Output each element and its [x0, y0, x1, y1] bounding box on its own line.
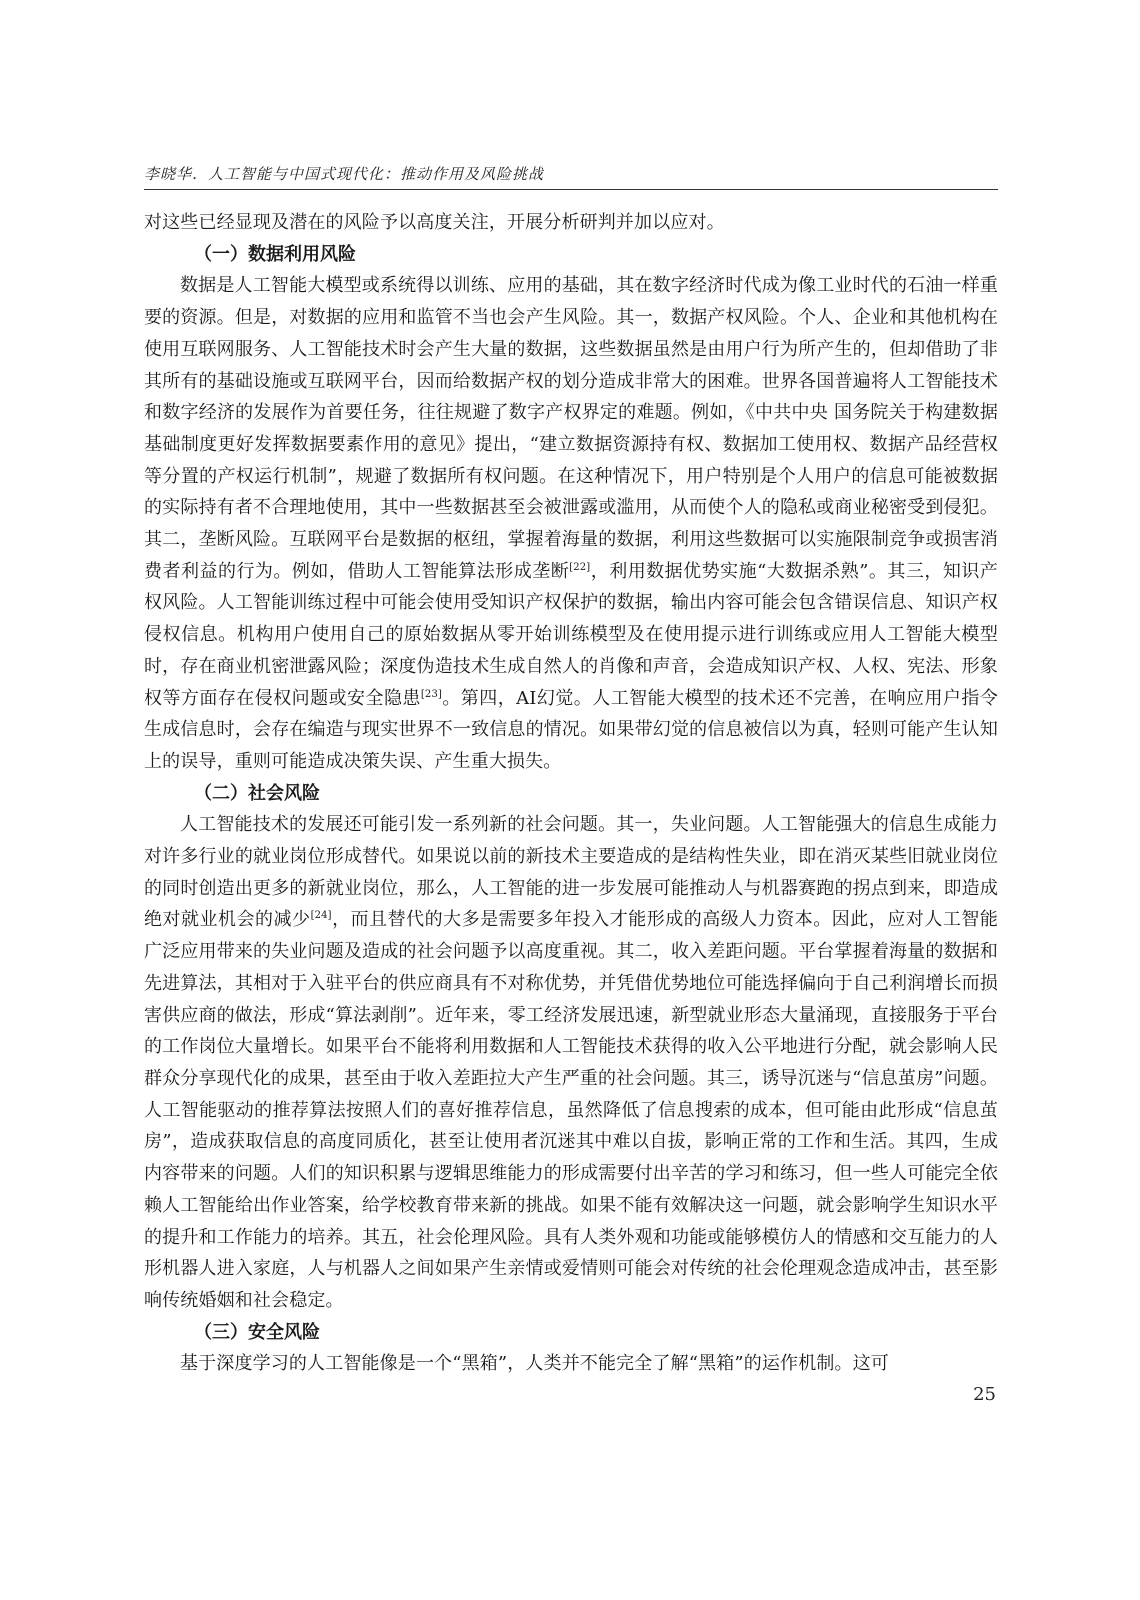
paragraph-social-risk [144, 809, 998, 1316]
citation-ref: [23] [420, 688, 443, 700]
page-number: 25 [973, 1384, 996, 1405]
citation-ref: [22] [569, 561, 591, 573]
paragraph-text: 人工智能技术的发展还可能引发一系列新的社会问题。其一，失业问题。人工智能强大的信息生成能力对许多行业的就业岗位形成替代。如果说以前的新技术主要造成的是结构性失业，即在消灭某些旧就业岗位的同时创造出更多的新就业岗位，那么，人工智能的进一步发展可能推动人与机器赛跑的拐点到来，即造成绝对就业机会的减少 [144, 814, 998, 931]
citation-ref: [24] [310, 910, 332, 922]
header-rule [144, 189, 998, 190]
running-header: 李晓华．人工智能与中国式现代化：推动作用及风险挑战 [144, 165, 545, 183]
paragraph-text: ，而且替代的大多是需要多年投入才能形成的高级人力资本。因此，应对人工智能广泛应用带来的失业问题及造成的社会问题予以高度重视。其二，收入差距问题。平台掌握着海量的数据和先进算法，其相对于入驻平台的供应商具有不对称优势，并凭借优势地位可能选择偏向于自己利润增长而损害供应商的做法，形成“算法剥削”。近年来，零工经济发展迅速，新型就业形态大量涌现，直接服务于平台的工作岗位大量增长。如果平台不能将利用数据和人工智能技术获得的收入公平地进行分配，就会影响人民群众分享现代化的成果，甚至由于收入差距拉大产生严重的社会问题。其三，诱导沉迷与“信息茧房”问题。人工智能驱动的推荐算法按照人们的喜好推荐信息，虽然降低了信息搜索的成本，但可能由此形成“信息茧房”，造成获取信息的高度同质化，甚至让使用者沉迷其中难以自拔，影响正常的工作和生活。其四，生成内容带来的问题。人们的知识积累与逻辑思维能力的形成需要付出辛苦的学习和练习，但一些人可能完全依赖人工智能给出作业答案，给学校教育带来新的挑战。如果不能有效解决这一问题，就会影响学生知识水平的提升和工作能力的培养。其五，社会伦理风险。具有人类外观和功能或能够模仿人的情感和交互能力的人形机器人进入家庭，人与机器人之间如果产生亲情或爱情则可能会对传统的社会伦理观念造成冲击，甚至影响传统婚姻和社会稳定。 [144, 909, 998, 1311]
paragraph-text: ，利用数据优势实施“大数据杀熟”。其三，知识产权风险。人工智能训练过程中可能会使用受知识产权保护的数据，输出内容可能会包含错误信息、知识产权侵权信息。机构用户使用自己的原始数据从零开始训练模型及在使用提示进行训练或应用人工智能大模型时，存在商业机密泄露风险；深度伪造技术生成自然人的肖像和声音，会造成知识产权、人权、宪法、形象权等方面存在侵权问题或安全隐患 [144, 560, 999, 709]
paragraph-text: 数据是人工智能大模型或系统得以训练、应用的基础，其在数字经济时代成为像工业时代的石油一样重要的资源。但是，对数据的应用和监管不当也会产生风险。其一，数据产权风险。个人、企业和其他机构在使用互联网服务、人工智能技术时会产生大量的数据，这些数据虽然是由用户行为所产生的，但却借助了非其所有的基础设施或互联网平台，因而给数据产权的划分造成非常大的困难。世界各国普遍将人工智能技术和数字经济的发展作为首要任务，往往规避了数字产权界定的难题。例如，《中共中央 国务院关于构建数据基础制度更好发挥数据要素作用的意见》提出，“建立数据资源持有权、数据加工使用权、数据产品经营权等分置的产权运行机制”，规避了数据所有权问题。在这种情况下，用户特别是个人用户的信息可能被数据的实际持有者不合理地使用，其中一些数据甚至会被泄露或滥用，从而使个人的隐私或商业秘密受到侵犯。其二，垄断风险。互联网平台是数据的枢纽，掌握着海量的数据，利用这些数据可以实施限制竞争或损害消费者利益的行为。例如，借助人工智能算法形成垄断 [144, 275, 998, 582]
section-heading-security-risk: （三）安全风险 [194, 1321, 320, 1343]
paragraph-data-risk [144, 270, 998, 777]
section-heading-social-risk: （二）社会风险 [194, 782, 320, 804]
section-heading-data-risk: （一）数据利用风险 [194, 243, 356, 265]
paragraph-security-risk: 基于深度学习的人工智能像是一个“黑箱”，人类并不能完全了解“黑箱”的运作机制。这可 [180, 1353, 889, 1375]
article-body [144, 207, 998, 1380]
intro-paragraph: 对这些已经显现及潜在的风险予以高度关注，开展分析研判并加以应对。 [144, 212, 725, 233]
paragraph-text: 。第四，AI幻觉。人工智能大模型的技术还不完善，在响应用户指令生成信息时，会存在编造与现实世界不一致信息的情况。如果带幻觉的信息被信以为真，轻则可能产生认知上的误导，重则可能造成决策失误、产生重大损失。 [144, 687, 999, 772]
